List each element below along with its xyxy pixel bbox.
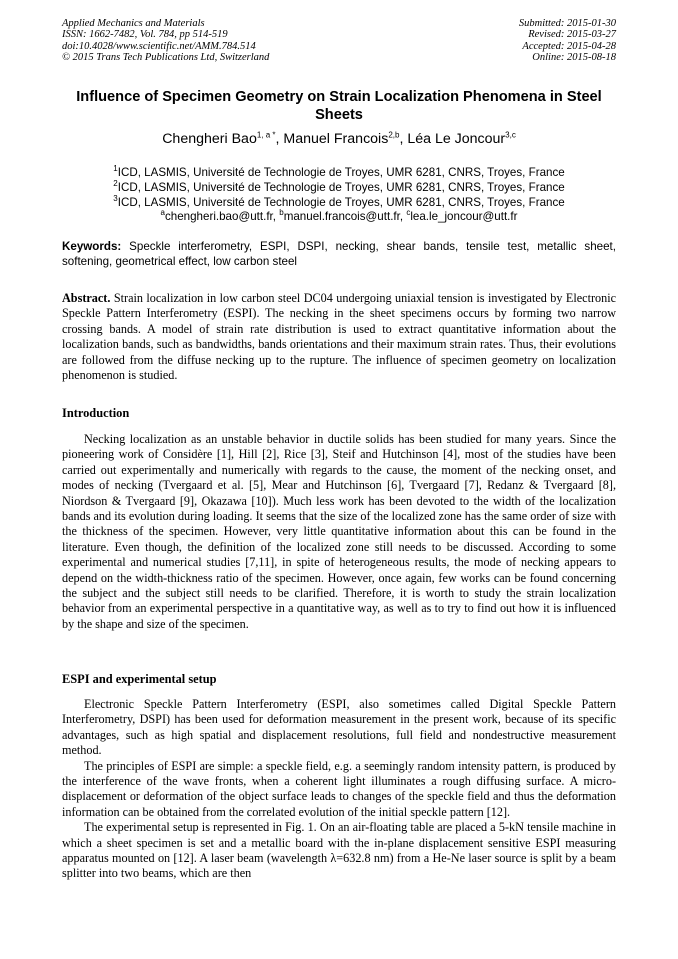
author-name: Manuel Francois — [283, 131, 389, 147]
author-superscript: 1, a * — [256, 130, 276, 140]
copyright-line: © 2015 Trans Tech Publications Ltd, Switzerland — [62, 52, 270, 64]
issn-line: ISSN: 1662-7482, Vol. 784, pp 514-519 — [62, 29, 228, 41]
affiliation-superscript: 3 — [113, 193, 118, 203]
email-superscript: b — [279, 208, 284, 218]
keywords — [62, 239, 616, 269]
author-list: Chengheri Bao$^{1, a *}$, Manuel Francois$^{2,b}$, Léa Le Joncour$^{3,c}$ — [162, 130, 516, 147]
affiliation-text: ICD, LASMIS, Université de Technologie de Troyes, UMR 6281, CNRS, Troyes, France — [117, 166, 565, 179]
keywords-text: Speckle interferometry, ESPI, DSPI, necking, shear bands, tensile test, metallic sheet, softening, geometrical effect, low carbon steel — [62, 240, 616, 268]
affiliation-superscript: 1 — [113, 164, 118, 174]
doi-line[interactable]: doi:10.4028/www.scientific.net/AMM.784.514 — [62, 40, 256, 52]
email-address[interactable]: lea.le_joncour@utt.fr — [410, 210, 518, 224]
affiliation-text: ICD, LASMIS, Université de Technologie de Troyes, UMR 6281, CNRS, Troyes, France — [117, 180, 565, 194]
paragraph: The principles of ESPI are simple: a speckle field, e.g. a seemingly random intensity pattern, is produced by the interference of the wave fronts, when a coherent light illuminates a rough diffusing surface. A micro-displacement or deformation of the object surface leads to changes of the speckle field and thus the deformation information can be obtained from the correlated evolution of the initial speckle pattern [12]. — [62, 758, 616, 819]
affiliations — [62, 166, 616, 225]
abstract — [62, 291, 616, 383]
paper-title: Influence of Specimen Geometry on Strain Localization Phenomena in Steel Sheets — [76, 89, 602, 123]
email-superscript: a — [160, 208, 165, 218]
abstract-label: Abstract. — [62, 291, 111, 305]
accepted-date: Accepted: 2015-04-28 — [522, 40, 616, 52]
section-body-espi — [62, 697, 616, 882]
journal-name: Applied Mechanics and Materials — [62, 18, 205, 29]
journal-info — [62, 18, 269, 64]
section-body-introduction — [62, 432, 616, 632]
section-heading-introduction: Introduction — [62, 406, 130, 420]
affiliation-line — [62, 193, 616, 211]
email-address[interactable]: manuel.francois@utt.fr — [283, 210, 400, 224]
author-name: Léa Le Joncour — [407, 131, 506, 147]
abstract-text: Strain localization in low carbon steel DC04 undergoing uniaxial tension is investigated by Electronic Speckle Pattern Interferometry (ESPI). The necking in the sheet specimens occurs by forming two narrow crossing bands. A model of strain rate distribution is used to extract quantitative information about the localization bands, such as bandwidths, bands orientations and their maximum strain rates. Thus, their evolutions are followed from the diffuse necking up to the rupture. The influence of specimen geometry on localization phenomenon is studied. — [62, 291, 617, 383]
paragraph: Electronic Speckle Pattern Interferometry (ESPI, also sometimes called Digital Speckle Pattern Interferometry, DSPI) has been used for deformation measurement in the present work, because of its specific advantages, such as high spatial and displacement resolutions, full field and nondestructive measurement method. — [62, 697, 616, 758]
online-date: Online: 2015-08-18 — [532, 52, 616, 64]
affiliation-line — [62, 166, 616, 181]
email-line: $^a$chengheri.bao@utt.fr, $^b$manuel.francois@utt.fr, $^c$lea.le_joncour@utt.fr — [160, 208, 518, 224]
email-address[interactable]: chengheri.bao@utt.fr — [164, 210, 273, 224]
author-superscript: 2,b — [388, 130, 400, 140]
affiliation-line — [62, 178, 616, 196]
affiliation-superscript: 2 — [113, 178, 118, 188]
author-name: Chengheri Bao — [162, 131, 257, 147]
paragraph: The experimental setup is represented in Fig. 1. On an air-floating table are placed a 5-kN tensile machine in which a sheet specimen is set and a metallic board with the in-plane displacement sensitive ESPI measuring apparatus mounted on [12]. A laser beam (wavelength λ=632.8 nm) from a He-Ne laser source is split by a beam splitter into two beams, which are then — [62, 820, 616, 881]
paragraph: Necking localization as an unstable behavior in ductile solids has been studied for many years. Since the pioneering work of Considère [1], Hill [2], Rice [3], Steif and Hutchinson [4], most of the studies have been carried out experimentally and numerically with regards to the cause, the moment of the necking onset, and modes of necking (Tvergaard et al. [5], Mear and Hutchinson [6], Tvergaard [7], Redanz & Tvergaard [8], Niordson & Tvergaard [9], Okazawa [10]). Much less work has been devoted to the width of the localization bands and its evolution during loading. It seems that the size of the localized zone has the same order of size with the thickness of the specimen. However, very little quantitative information about this can be found in the literature. Even though, the definition of the localized zone still needs to be discussed. According to some experimental and numerical studies [7,11], in spite of heterogeneous results, the mode of necking appears to depend on the width-thickness ratio of the specimen. However, once again, few works can be found concerning the subject and the subject still needs to be clarified. Therefore, it is worth to study the strain localization behavior from an experimental perspective in a quantitative way, as well as to try to find out how it is influenced by the shape and size of the specimen. — [62, 432, 616, 631]
author-superscript: 3,c — [505, 130, 516, 140]
affiliation-text: ICD, LASMIS, Université de Technologie de Troyes, UMR 6281, CNRS, Troyes, France — [117, 195, 565, 209]
keywords-label: Keywords: — [62, 240, 122, 253]
revised-date: Revised: 2015-03-27 — [528, 29, 616, 41]
email-superscript: c — [406, 208, 411, 218]
section-heading-espi: ESPI and experimental setup — [62, 672, 217, 686]
submitted-date: Submitted: 2015-01-30 — [518, 18, 616, 29]
publication-dates — [519, 18, 616, 64]
